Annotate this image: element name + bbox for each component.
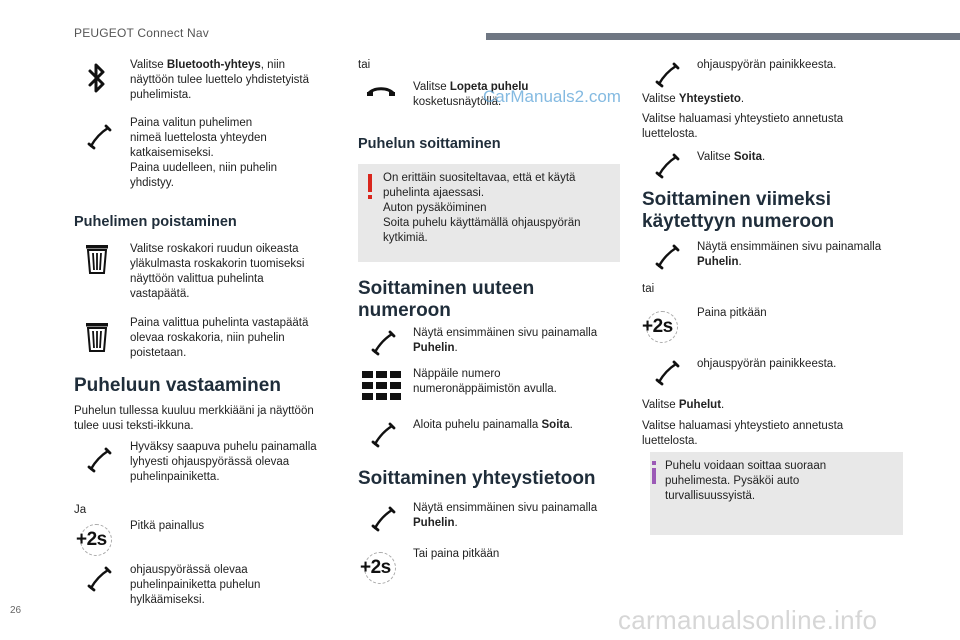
header-title: PEUGEOT Connect Nav: [74, 26, 209, 40]
reject-call-instruction: ohjauspyörässä olevaa puhelinpainiketta puhelun hylkäämiseksi.: [130, 564, 261, 606]
phone-icon: [370, 506, 398, 534]
long-press-label: Pitkä painallus: [130, 520, 205, 532]
or-label-2: tai: [642, 283, 655, 295]
trash-icon: [85, 244, 109, 274]
phone-icon: [86, 447, 114, 475]
press-long-label: Paina pitkään: [697, 307, 767, 319]
hang-up-icon: [366, 84, 396, 98]
new-number-step1: Näytä ensimmäinen sivu painamalla Puhelin.: [413, 327, 598, 354]
or-label: tai: [358, 59, 371, 71]
watermark-top: CarManuals2.com: [483, 87, 621, 106]
watermark-bottom: carmanualsonline.info: [618, 605, 878, 635]
long-press-icon: +2s: [76, 524, 118, 556]
new-number-step3: Aloita puhelu painamalla Soita.: [413, 419, 573, 431]
contact-step1: Näytä ensimmäinen sivu painamalla Puhelin.: [413, 502, 598, 529]
phone-icon: [654, 62, 682, 90]
keypad-icon: [362, 371, 402, 401]
bluetooth-instruction: Valitse Bluetooth-yhteys, niin näyttöön tulee luettelo yhdistetyistä puhelimista.: [130, 59, 310, 101]
header-bar: [486, 33, 960, 40]
long-press-icon: +2s: [642, 311, 684, 343]
heading-call-contact: Soittaminen yhteystietoon: [358, 468, 596, 489]
trash-icon: [85, 322, 109, 352]
steering-button-text: ohjauspyörän painikkeesta.: [697, 59, 837, 71]
select-contact-line: Valitse Yhteystieto.: [642, 93, 745, 105]
phone-icon: [370, 330, 398, 358]
phone-icon: [86, 566, 114, 594]
select-call-line: Valitse Soita.: [697, 151, 766, 163]
heading-call-new-number: Soittaminen uuteen numeroon: [358, 278, 535, 321]
trash-select-instruction: Valitse roskakori ruudun oikeasta yläkulmasta roskakorin tuomiseksi näyttöön valittua puhelinta vastapäätä.: [130, 243, 305, 300]
info-icon: [652, 461, 656, 465]
pick-contact-text-2: Valitse haluamasi yhteystieto annetusta luettelosta.: [642, 420, 844, 447]
accept-call-instruction: Hyväksy saapuva puhelu painamalla lyhyesti ohjauspyörässä olevaa puhelinpainiketta.: [130, 441, 317, 483]
heading-remove-phone: Puhelimen poistaminen: [74, 214, 237, 230]
phone-icon: [654, 360, 682, 388]
pick-contact-text: Valitse haluamasi yhteystieto annetusta luettelosta.: [642, 113, 844, 140]
select-calls-line: Valitse Puhelut.: [642, 399, 725, 411]
phone-icon: [654, 153, 682, 181]
warning-box: [358, 164, 620, 262]
page-number: 26: [10, 605, 22, 616]
bluetooth-icon: [86, 62, 108, 94]
warning-icon: [368, 174, 372, 192]
contact-long-press: Tai paina pitkään: [413, 548, 500, 560]
heading-call-last-number: Soittaminen viimeksi käytettyyn numeroon: [642, 189, 835, 232]
answer-intro: Puhelun tullessa kuuluu merkkiääni ja näyttöön tulee uusi teksti-ikkuna.: [74, 405, 314, 432]
disconnect-instruction: Paina valitun puhelimen nimeä luettelosta yhteyden katkaisemiseksi. Paina uudelleen, niin puhelin yhdistyy.: [130, 117, 278, 189]
long-press-icon: +2s: [360, 552, 402, 584]
new-number-step2: Näppäile numero numeronäppäimistön avulla.: [413, 368, 557, 395]
heading-answer-call: Puheluun vastaaminen: [74, 375, 281, 396]
info-box: [650, 452, 903, 535]
warning-text: On erittäin suositeltavaa, että et käytä puhelinta ajaessasi. Auton pysäköiminen Soita puhelu käyttämällä ohjauspyörän kytkimiä.: [383, 172, 581, 244]
trash-delete-instruction: Paina valittua puhelinta vastapäätä olevaa roskakoria, niin puhelin poistetaan.: [130, 317, 309, 359]
phone-icon: [654, 244, 682, 272]
heading-make-call: Puhelun soittaminen: [358, 136, 501, 152]
and-label: Ja: [74, 504, 87, 516]
info-text: Puhelu voidaan soittaa suoraan puhelimesta. Pysäköi auto turvallisuussyistä.: [665, 460, 827, 502]
end-call-instruction: Valitse Lopeta puhelu kosketusnäytöllä.: [413, 81, 529, 108]
phone-icon: [86, 124, 114, 152]
steering-button-text-2: ohjauspyörän painikkeesta.: [697, 358, 837, 370]
phone-icon: [370, 422, 398, 450]
last-number-step1: Näytä ensimmäinen sivu painamalla Puhelin.: [697, 241, 882, 268]
